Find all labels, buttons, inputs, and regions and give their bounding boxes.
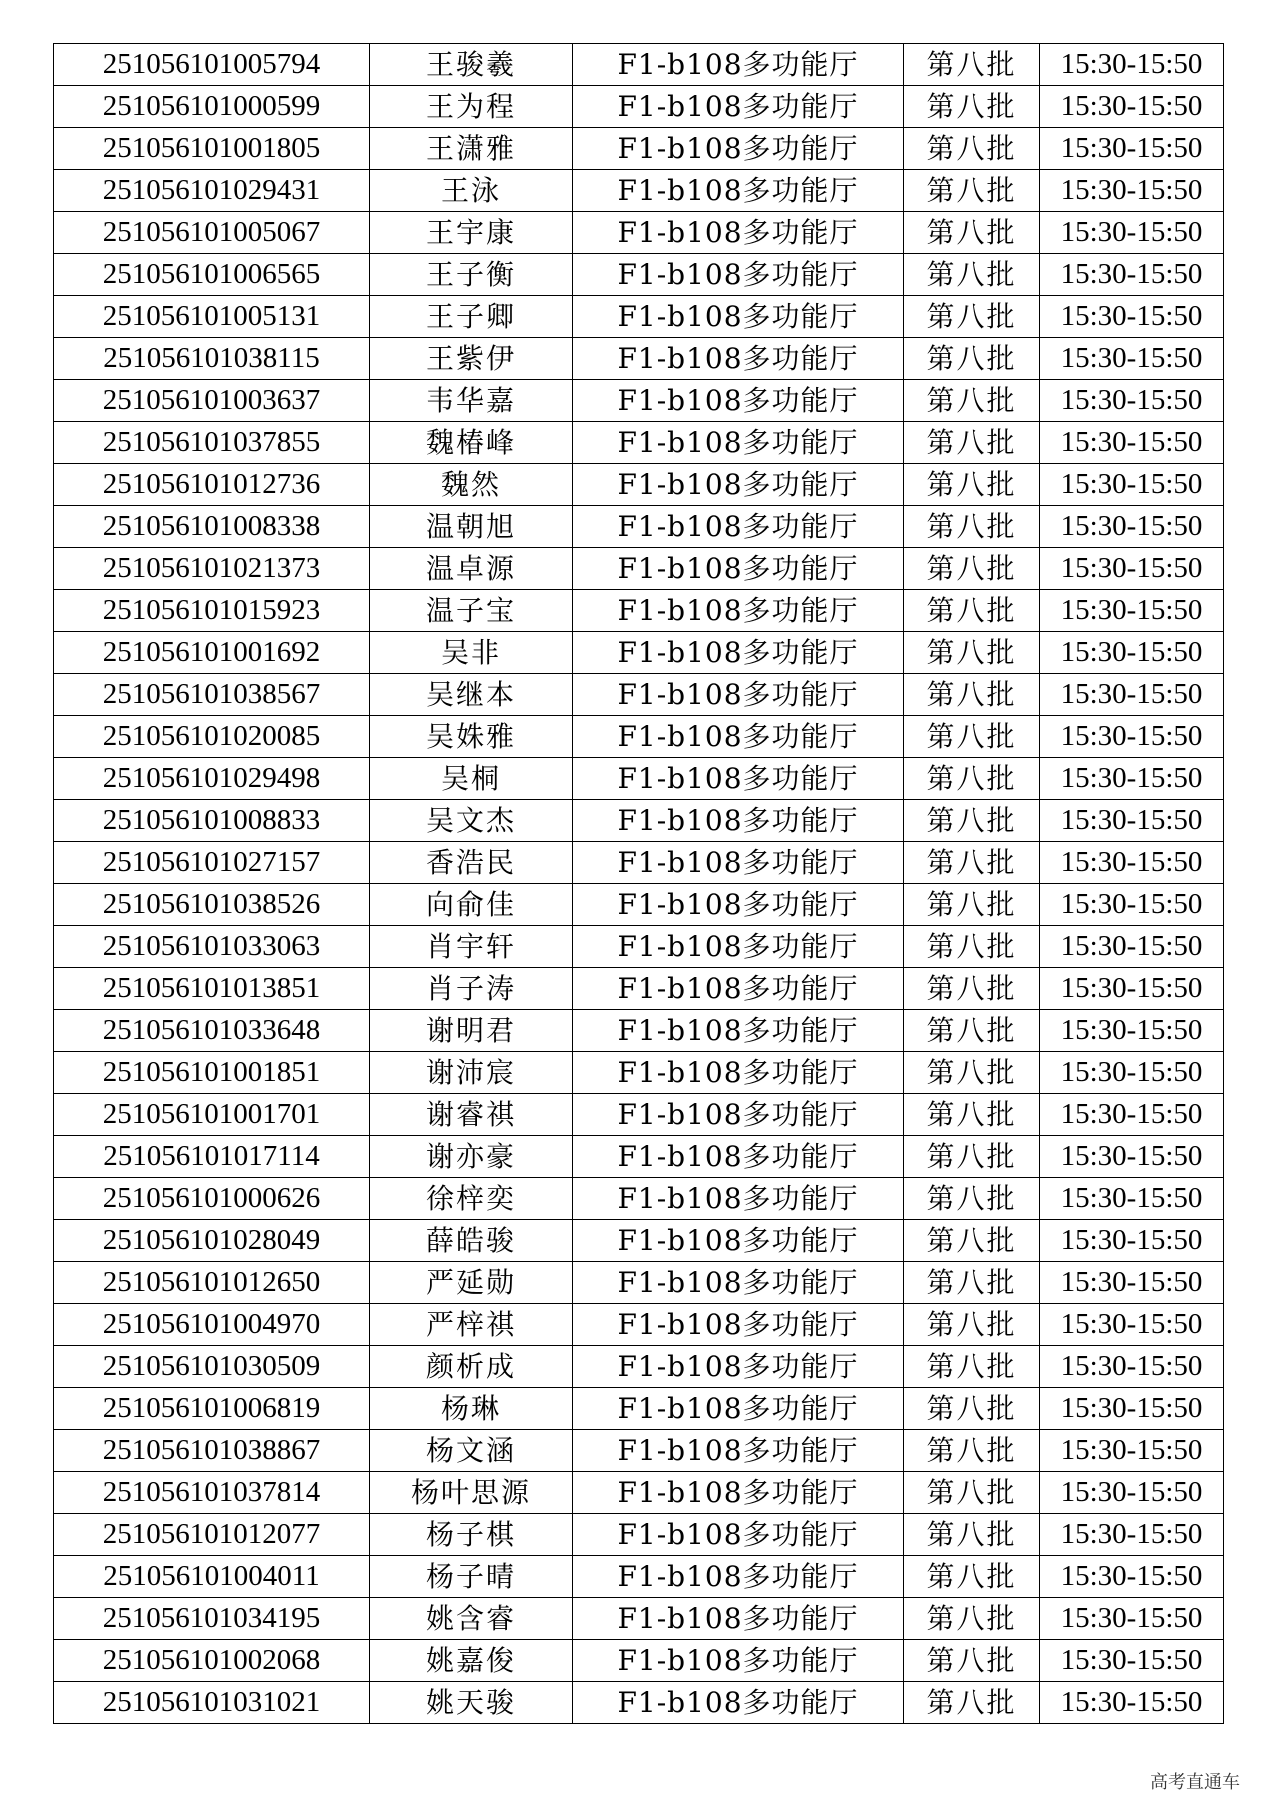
time-slot-cell: 15:30-15:50 xyxy=(1040,422,1224,464)
student-name-cell: 吴继本 xyxy=(370,674,573,716)
exam-number-cell: 251056101015923 xyxy=(54,590,370,632)
student-name-cell: 吴姝雅 xyxy=(370,716,573,758)
time-slot-cell: 15:30-15:50 xyxy=(1040,548,1224,590)
batch-cell: 第八批 xyxy=(904,86,1040,128)
room-cell: F1-b108多功能厅 xyxy=(573,590,904,632)
batch-cell: 第八批 xyxy=(904,380,1040,422)
exam-number-cell: 251056101038867 xyxy=(54,1430,370,1472)
student-name-cell: 吴非 xyxy=(370,632,573,674)
exam-number-cell: 251056101033648 xyxy=(54,1010,370,1052)
batch-cell: 第八批 xyxy=(904,674,1040,716)
table-row xyxy=(54,1514,1224,1556)
table-row xyxy=(54,338,1224,380)
exam-number-cell: 251056101004970 xyxy=(54,1304,370,1346)
time-slot-cell: 15:30-15:50 xyxy=(1040,296,1224,338)
table-row xyxy=(54,44,1224,86)
batch-cell: 第八批 xyxy=(904,296,1040,338)
time-slot-cell: 15:30-15:50 xyxy=(1040,44,1224,86)
exam-number-cell: 251056101005794 xyxy=(54,44,370,86)
batch-cell: 第八批 xyxy=(904,1304,1040,1346)
roster-body xyxy=(54,44,1224,1724)
time-slot-cell: 15:30-15:50 xyxy=(1040,380,1224,422)
table-row xyxy=(54,296,1224,338)
table-row xyxy=(54,842,1224,884)
time-slot-cell: 15:30-15:50 xyxy=(1040,1472,1224,1514)
exam-number-cell: 251056101034195 xyxy=(54,1598,370,1640)
exam-number-cell: 251056101001701 xyxy=(54,1094,370,1136)
room-cell: F1-b108多功能厅 xyxy=(573,1598,904,1640)
room-cell: F1-b108多功能厅 xyxy=(573,716,904,758)
student-name-cell: 薛皓骏 xyxy=(370,1220,573,1262)
time-slot-cell: 15:30-15:50 xyxy=(1040,1178,1224,1220)
room-cell: F1-b108多功能厅 xyxy=(573,632,904,674)
time-slot-cell: 15:30-15:50 xyxy=(1040,86,1224,128)
exam-number-cell: 251056101021373 xyxy=(54,548,370,590)
batch-cell: 第八批 xyxy=(904,422,1040,464)
table-row xyxy=(54,86,1224,128)
time-slot-cell: 15:30-15:50 xyxy=(1040,1514,1224,1556)
batch-cell: 第八批 xyxy=(904,1220,1040,1262)
room-cell: F1-b108多功能厅 xyxy=(573,212,904,254)
student-name-cell: 颜析成 xyxy=(370,1346,573,1388)
student-name-cell: 向俞佳 xyxy=(370,884,573,926)
batch-cell: 第八批 xyxy=(904,1052,1040,1094)
room-cell: F1-b108多功能厅 xyxy=(573,506,904,548)
room-cell: F1-b108多功能厅 xyxy=(573,926,904,968)
room-cell: F1-b108多功能厅 xyxy=(573,842,904,884)
table-row xyxy=(54,1094,1224,1136)
student-name-cell: 香浩民 xyxy=(370,842,573,884)
exam-number-cell: 251056101001692 xyxy=(54,632,370,674)
exam-number-cell: 251056101004011 xyxy=(54,1556,370,1598)
exam-number-cell: 251056101037855 xyxy=(54,422,370,464)
batch-cell: 第八批 xyxy=(904,44,1040,86)
table-row xyxy=(54,422,1224,464)
exam-number-cell: 251056101038526 xyxy=(54,884,370,926)
batch-cell: 第八批 xyxy=(904,1094,1040,1136)
student-name-cell: 王为程 xyxy=(370,86,573,128)
batch-cell: 第八批 xyxy=(904,716,1040,758)
room-cell: F1-b108多功能厅 xyxy=(573,338,904,380)
time-slot-cell: 15:30-15:50 xyxy=(1040,1388,1224,1430)
exam-number-cell: 251056101008338 xyxy=(54,506,370,548)
time-slot-cell: 15:30-15:50 xyxy=(1040,1136,1224,1178)
table-row xyxy=(54,716,1224,758)
batch-cell: 第八批 xyxy=(904,1472,1040,1514)
exam-number-cell: 251056101012077 xyxy=(54,1514,370,1556)
room-cell: F1-b108多功能厅 xyxy=(573,1472,904,1514)
time-slot-cell: 15:30-15:50 xyxy=(1040,1682,1224,1724)
batch-cell: 第八批 xyxy=(904,968,1040,1010)
exam-number-cell: 251056101005131 xyxy=(54,296,370,338)
time-slot-cell: 15:30-15:50 xyxy=(1040,1304,1224,1346)
batch-cell: 第八批 xyxy=(904,1682,1040,1724)
exam-number-cell: 251056101031021 xyxy=(54,1682,370,1724)
exam-number-cell: 251056101033063 xyxy=(54,926,370,968)
student-name-cell: 严梓祺 xyxy=(370,1304,573,1346)
student-name-cell: 王宇康 xyxy=(370,212,573,254)
room-cell: F1-b108多功能厅 xyxy=(573,1220,904,1262)
room-cell: F1-b108多功能厅 xyxy=(573,380,904,422)
student-name-cell: 肖子涛 xyxy=(370,968,573,1010)
student-name-cell: 姚天骏 xyxy=(370,1682,573,1724)
exam-number-cell: 251056101013851 xyxy=(54,968,370,1010)
batch-cell: 第八批 xyxy=(904,1514,1040,1556)
room-cell: F1-b108多功能厅 xyxy=(573,1682,904,1724)
table-row xyxy=(54,926,1224,968)
time-slot-cell: 15:30-15:50 xyxy=(1040,1262,1224,1304)
table-row xyxy=(54,1430,1224,1472)
room-cell: F1-b108多功能厅 xyxy=(573,1556,904,1598)
exam-number-cell: 251056101029498 xyxy=(54,758,370,800)
table-row xyxy=(54,1388,1224,1430)
table-row xyxy=(54,1304,1224,1346)
time-slot-cell: 15:30-15:50 xyxy=(1040,128,1224,170)
time-slot-cell: 15:30-15:50 xyxy=(1040,842,1224,884)
exam-number-cell: 251056101006819 xyxy=(54,1388,370,1430)
student-name-cell: 韦华嘉 xyxy=(370,380,573,422)
time-slot-cell: 15:30-15:50 xyxy=(1040,1346,1224,1388)
student-name-cell: 王潇雅 xyxy=(370,128,573,170)
student-name-cell: 谢亦豪 xyxy=(370,1136,573,1178)
time-slot-cell: 15:30-15:50 xyxy=(1040,758,1224,800)
table-row xyxy=(54,800,1224,842)
exam-number-cell: 251056101008833 xyxy=(54,800,370,842)
student-name-cell: 温朝旭 xyxy=(370,506,573,548)
exam-number-cell: 251056101012650 xyxy=(54,1262,370,1304)
exam-number-cell: 251056101027157 xyxy=(54,842,370,884)
time-slot-cell: 15:30-15:50 xyxy=(1040,968,1224,1010)
room-cell: F1-b108多功能厅 xyxy=(573,1514,904,1556)
table-row xyxy=(54,548,1224,590)
exam-number-cell: 251056101012736 xyxy=(54,464,370,506)
batch-cell: 第八批 xyxy=(904,1430,1040,1472)
room-cell: F1-b108多功能厅 xyxy=(573,464,904,506)
exam-number-cell: 251056101005067 xyxy=(54,212,370,254)
student-name-cell: 杨子棋 xyxy=(370,1514,573,1556)
student-name-cell: 王子卿 xyxy=(370,296,573,338)
table-row xyxy=(54,1220,1224,1262)
table-row xyxy=(54,1640,1224,1682)
batch-cell: 第八批 xyxy=(904,1346,1040,1388)
room-cell: F1-b108多功能厅 xyxy=(573,1640,904,1682)
batch-cell: 第八批 xyxy=(904,758,1040,800)
student-name-cell: 姚嘉俊 xyxy=(370,1640,573,1682)
table-row xyxy=(54,1262,1224,1304)
room-cell: F1-b108多功能厅 xyxy=(573,296,904,338)
exam-number-cell: 251056101037814 xyxy=(54,1472,370,1514)
table-row xyxy=(54,1052,1224,1094)
student-name-cell: 严延勋 xyxy=(370,1262,573,1304)
exam-number-cell: 251056101029431 xyxy=(54,170,370,212)
table-row xyxy=(54,128,1224,170)
table-row xyxy=(54,758,1224,800)
batch-cell: 第八批 xyxy=(904,254,1040,296)
room-cell: F1-b108多功能厅 xyxy=(573,968,904,1010)
time-slot-cell: 15:30-15:50 xyxy=(1040,632,1224,674)
footer-watermark: 高考直通车 xyxy=(1150,1772,1240,1793)
room-cell: F1-b108多功能厅 xyxy=(573,170,904,212)
table-row xyxy=(54,632,1224,674)
room-cell: F1-b108多功能厅 xyxy=(573,44,904,86)
table-row xyxy=(54,1346,1224,1388)
time-slot-cell: 15:30-15:50 xyxy=(1040,674,1224,716)
student-name-cell: 肖宇轩 xyxy=(370,926,573,968)
exam-number-cell: 251056101000599 xyxy=(54,86,370,128)
table-row xyxy=(54,884,1224,926)
time-slot-cell: 15:30-15:50 xyxy=(1040,884,1224,926)
batch-cell: 第八批 xyxy=(904,1388,1040,1430)
room-cell: F1-b108多功能厅 xyxy=(573,254,904,296)
batch-cell: 第八批 xyxy=(904,1010,1040,1052)
room-cell: F1-b108多功能厅 xyxy=(573,758,904,800)
exam-number-cell: 251056101017114 xyxy=(54,1136,370,1178)
batch-cell: 第八批 xyxy=(904,590,1040,632)
batch-cell: 第八批 xyxy=(904,884,1040,926)
table-row xyxy=(54,254,1224,296)
time-slot-cell: 15:30-15:50 xyxy=(1040,506,1224,548)
room-cell: F1-b108多功能厅 xyxy=(573,1388,904,1430)
batch-cell: 第八批 xyxy=(904,128,1040,170)
table-row xyxy=(54,380,1224,422)
time-slot-cell: 15:30-15:50 xyxy=(1040,254,1224,296)
batch-cell: 第八批 xyxy=(904,1136,1040,1178)
room-cell: F1-b108多功能厅 xyxy=(573,422,904,464)
exam-number-cell: 251056101001805 xyxy=(54,128,370,170)
student-name-cell: 谢明君 xyxy=(370,1010,573,1052)
table-row xyxy=(54,1682,1224,1724)
time-slot-cell: 15:30-15:50 xyxy=(1040,590,1224,632)
table-row xyxy=(54,1136,1224,1178)
table-row xyxy=(54,464,1224,506)
time-slot-cell: 15:30-15:50 xyxy=(1040,170,1224,212)
batch-cell: 第八批 xyxy=(904,506,1040,548)
exam-number-cell: 251056101038567 xyxy=(54,674,370,716)
time-slot-cell: 15:30-15:50 xyxy=(1040,338,1224,380)
student-name-cell: 杨叶思源 xyxy=(370,1472,573,1514)
room-cell: F1-b108多功能厅 xyxy=(573,1094,904,1136)
table-row xyxy=(54,590,1224,632)
time-slot-cell: 15:30-15:50 xyxy=(1040,1220,1224,1262)
student-name-cell: 魏然 xyxy=(370,464,573,506)
exam-number-cell: 251056101000626 xyxy=(54,1178,370,1220)
student-name-cell: 谢睿祺 xyxy=(370,1094,573,1136)
time-slot-cell: 15:30-15:50 xyxy=(1040,212,1224,254)
batch-cell: 第八批 xyxy=(904,1640,1040,1682)
room-cell: F1-b108多功能厅 xyxy=(573,548,904,590)
table-row xyxy=(54,506,1224,548)
time-slot-cell: 15:30-15:50 xyxy=(1040,800,1224,842)
time-slot-cell: 15:30-15:50 xyxy=(1040,926,1224,968)
batch-cell: 第八批 xyxy=(904,338,1040,380)
exam-number-cell: 251056101001851 xyxy=(54,1052,370,1094)
batch-cell: 第八批 xyxy=(904,1178,1040,1220)
time-slot-cell: 15:30-15:50 xyxy=(1040,716,1224,758)
student-name-cell: 王子衡 xyxy=(370,254,573,296)
student-name-cell: 王泳 xyxy=(370,170,573,212)
exam-number-cell: 251056101020085 xyxy=(54,716,370,758)
room-cell: F1-b108多功能厅 xyxy=(573,674,904,716)
student-name-cell: 杨琳 xyxy=(370,1388,573,1430)
time-slot-cell: 15:30-15:50 xyxy=(1040,464,1224,506)
student-name-cell: 谢沛宸 xyxy=(370,1052,573,1094)
room-cell: F1-b108多功能厅 xyxy=(573,884,904,926)
time-slot-cell: 15:30-15:50 xyxy=(1040,1598,1224,1640)
student-name-cell: 温卓源 xyxy=(370,548,573,590)
table-row xyxy=(54,170,1224,212)
room-cell: F1-b108多功能厅 xyxy=(573,1262,904,1304)
room-cell: F1-b108多功能厅 xyxy=(573,1052,904,1094)
student-name-cell: 杨子晴 xyxy=(370,1556,573,1598)
exam-number-cell: 251056101002068 xyxy=(54,1640,370,1682)
roster-table xyxy=(53,43,1224,1724)
table-row xyxy=(54,1178,1224,1220)
time-slot-cell: 15:30-15:50 xyxy=(1040,1640,1224,1682)
student-name-cell: 吴桐 xyxy=(370,758,573,800)
exam-number-cell: 251056101003637 xyxy=(54,380,370,422)
table-row xyxy=(54,1010,1224,1052)
student-name-cell: 姚含睿 xyxy=(370,1598,573,1640)
time-slot-cell: 15:30-15:50 xyxy=(1040,1094,1224,1136)
batch-cell: 第八批 xyxy=(904,926,1040,968)
table-row xyxy=(54,1556,1224,1598)
exam-number-cell: 251056101006565 xyxy=(54,254,370,296)
table-row xyxy=(54,1472,1224,1514)
table-row xyxy=(54,1598,1224,1640)
student-name-cell: 魏椿峰 xyxy=(370,422,573,464)
batch-cell: 第八批 xyxy=(904,548,1040,590)
room-cell: F1-b108多功能厅 xyxy=(573,1346,904,1388)
student-name-cell: 温子宝 xyxy=(370,590,573,632)
exam-number-cell: 251056101030509 xyxy=(54,1346,370,1388)
room-cell: F1-b108多功能厅 xyxy=(573,800,904,842)
time-slot-cell: 15:30-15:50 xyxy=(1040,1052,1224,1094)
student-name-cell: 杨文涵 xyxy=(370,1430,573,1472)
student-name-cell: 徐梓奕 xyxy=(370,1178,573,1220)
student-name-cell: 吴文杰 xyxy=(370,800,573,842)
table-row xyxy=(54,968,1224,1010)
batch-cell: 第八批 xyxy=(904,170,1040,212)
time-slot-cell: 15:30-15:50 xyxy=(1040,1430,1224,1472)
table-row xyxy=(54,674,1224,716)
room-cell: F1-b108多功能厅 xyxy=(573,1010,904,1052)
room-cell: F1-b108多功能厅 xyxy=(573,1136,904,1178)
time-slot-cell: 15:30-15:50 xyxy=(1040,1010,1224,1052)
student-name-cell: 王骏羲 xyxy=(370,44,573,86)
table-row xyxy=(54,212,1224,254)
batch-cell: 第八批 xyxy=(904,632,1040,674)
time-slot-cell: 15:30-15:50 xyxy=(1040,1556,1224,1598)
batch-cell: 第八批 xyxy=(904,1598,1040,1640)
batch-cell: 第八批 xyxy=(904,1262,1040,1304)
room-cell: F1-b108多功能厅 xyxy=(573,86,904,128)
room-cell: F1-b108多功能厅 xyxy=(573,1178,904,1220)
student-name-cell: 王紫伊 xyxy=(370,338,573,380)
batch-cell: 第八批 xyxy=(904,212,1040,254)
room-cell: F1-b108多功能厅 xyxy=(573,1304,904,1346)
batch-cell: 第八批 xyxy=(904,800,1040,842)
room-cell: F1-b108多功能厅 xyxy=(573,1430,904,1472)
batch-cell: 第八批 xyxy=(904,842,1040,884)
exam-number-cell: 251056101028049 xyxy=(54,1220,370,1262)
batch-cell: 第八批 xyxy=(904,1556,1040,1598)
exam-number-cell: 251056101038115 xyxy=(54,338,370,380)
room-cell: F1-b108多功能厅 xyxy=(573,128,904,170)
batch-cell: 第八批 xyxy=(904,464,1040,506)
